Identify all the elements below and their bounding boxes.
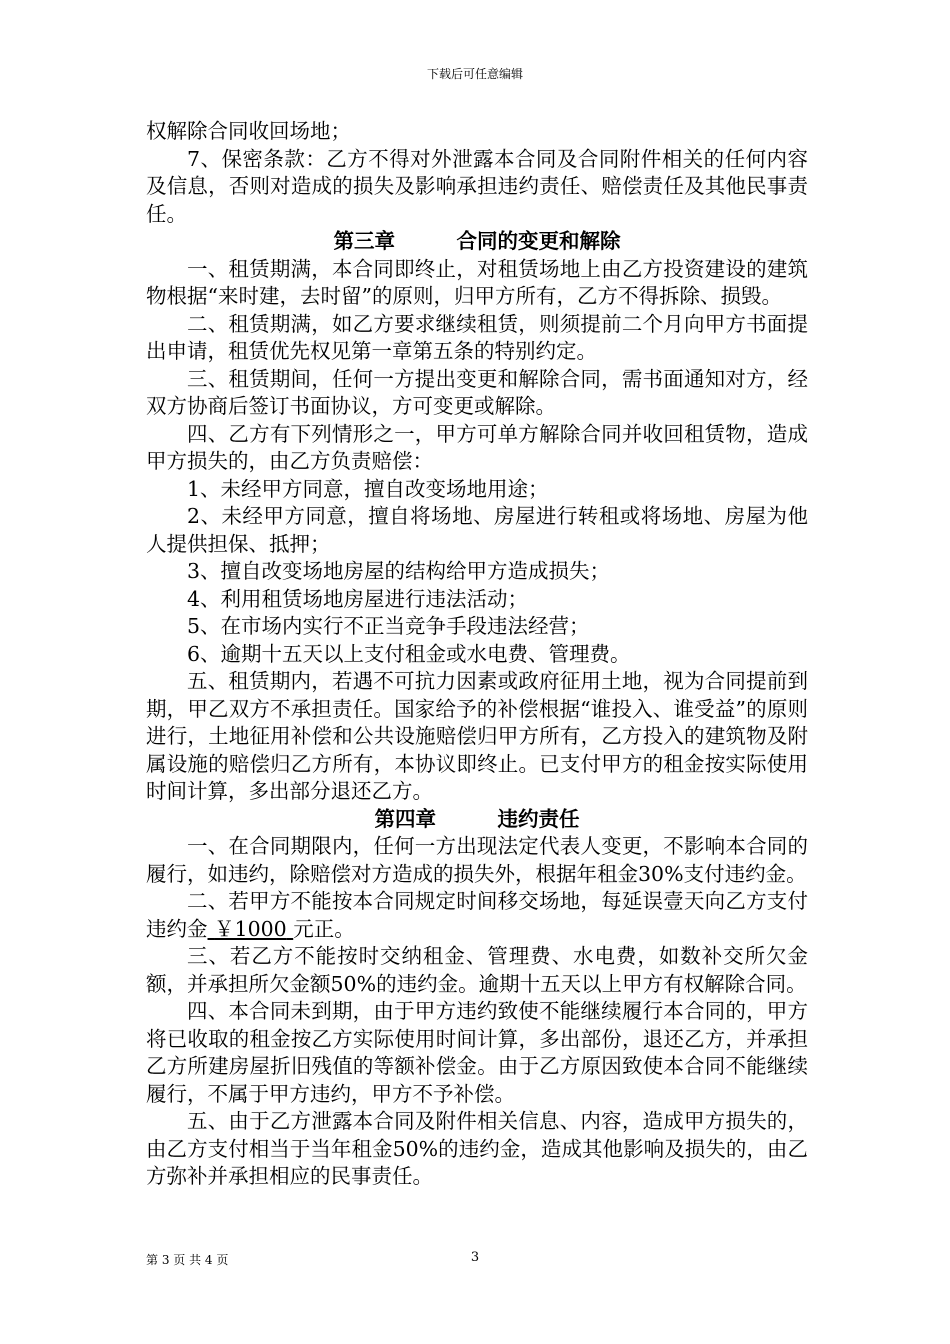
paragraph: 二、租赁期满，如乙方要求继续租赁，则须提前二个月向甲方书面提出申请，租赁优先权见第一章第五条的特别约定。	[146, 311, 808, 363]
paragraph: 一、租赁期满，本合同即终止，对租赁场地上由乙方投资建设的建筑物根据“来时建，去时留”的原则，归甲方所有，乙方不得拆除、损毁。	[146, 256, 808, 308]
chapter-number: 第四章	[374, 806, 436, 831]
paragraph: 四、本合同未到期，由于甲方违约致使不能继续履行本合同的，甲方将已收取的租金按乙方实际使用时间计算，多出部份，退还乙方，并承担乙方所建房屋折旧残值的等额补偿金。由于乙方原因致使本合同不能继续履行，不属于甲方违约，甲方不予补偿。	[146, 999, 808, 1106]
chapter-heading-3	[146, 228, 808, 256]
list-item: 5、在市场内实行不正当竞争手段违法经营；	[187, 614, 590, 638]
chapter-title: 违约责任	[497, 806, 580, 831]
paragraph-text: 二、若甲方不能按本合同规定时间移交场地，每延误壹天向乙方支付违约金	[146, 889, 808, 941]
paragraph: 四、乙方有下列情形之一，甲方可单方解除合同并收回租赁物，造成甲方损失的，由乙方负责赔偿：	[146, 421, 808, 473]
chapter-number: 第三章	[333, 229, 395, 253]
paragraph: 权解除合同收回场地；	[146, 119, 351, 143]
paragraph-text: 元正。	[293, 916, 355, 941]
page-header: 下载后可任意编辑	[426, 67, 523, 81]
list-item: 2、未经甲方同意，擅自将场地、房屋进行转租或将场地、房屋为他人提供担保、抵押；	[146, 504, 808, 556]
list-item: 3、擅自改变场地房屋的结构给甲方造成损失；	[187, 559, 611, 583]
page-count: 第 3 页 共 4 页	[146, 1253, 229, 1267]
penalty-amount: ￥1000	[214, 916, 287, 941]
paragraph: 五、由于乙方泄露本合同及附件相关信息、内容，造成甲方损失的，由乙方支付相当于当年租金50%的违约金，造成其他影响及损失的，由乙方弥补并承担相应的民事责任。	[146, 1109, 808, 1188]
chapter-heading-4	[146, 806, 808, 834]
list-item: 4、利用租赁场地房屋进行违法活动；	[187, 586, 529, 611]
page-number: 3	[470, 1250, 480, 1265]
chapter-title: 合同的变更和解除	[456, 229, 621, 253]
list-item: 1、未经甲方同意，擅自改变场地用途；	[187, 476, 549, 501]
paragraph: 三、租赁期间，任何一方提出变更和解除合同，需书面通知对方，经双方协商后签订书面协议，方可变更或解除。	[146, 366, 808, 418]
paragraph: 一、在合同期限内，任何一方出现法定代表人变更，不影响本合同的履行，如违约，除赔偿对方造成的损失外，根据年租金30%支付违约金。	[146, 834, 808, 886]
document-body	[146, 118, 808, 1191]
paragraph	[146, 888, 808, 943]
list-item: 6、逾期十五天以上支付租金或水电费、管理费。	[187, 641, 631, 666]
paragraph: 三、若乙方不能按时交纳租金、管理费、水电费，如数补交所欠金额，并承担所欠金额50%的违约金。逾期十五天以上甲方有权解除合同。	[146, 944, 808, 996]
paragraph: 五、租赁期内，若遇不可抗力因素或政府征用土地，视为合同提前到期，甲乙双方不承担责任。国家给予的补偿根据“谁投入、谁受益”的原则进行，土地征用补偿和公共设施赔偿归甲方所有，乙方投入的建筑物及附属设施的赔偿归乙方所有，本协议即终止。已支付甲方的租金按实际使用时间计算，多出部分退还乙方。	[146, 669, 808, 803]
paragraph: 7、保密条款：乙方不得对外泄露本合同及合同附件相关的任何内容及信息，否则对造成的损失及影响承担违约责任、赔偿责任及其他民事责任。	[146, 146, 808, 226]
